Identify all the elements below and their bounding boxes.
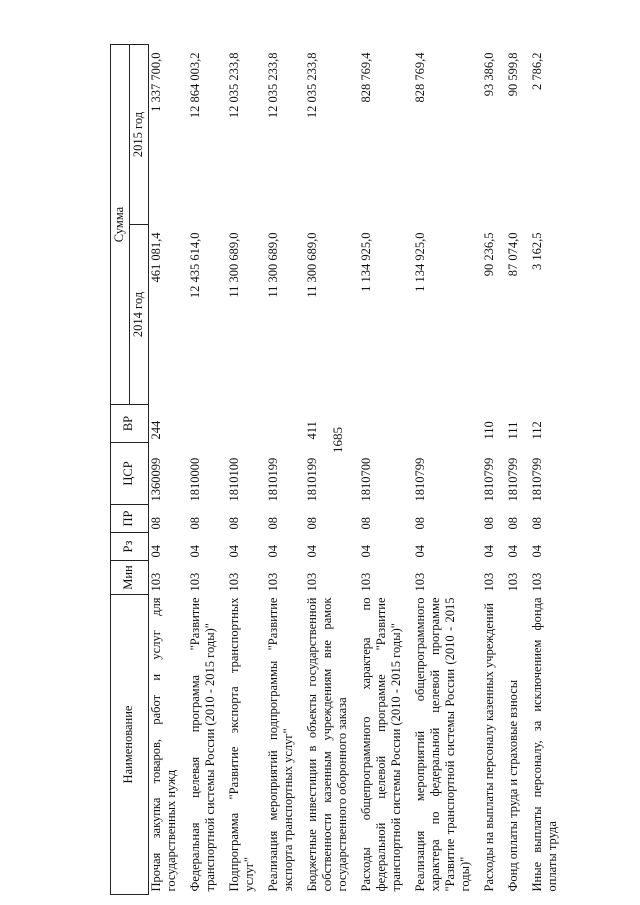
table-row xyxy=(227,45,266,895)
cell-y2015: 12 864 003,2 xyxy=(187,52,202,119)
cell-min: 103 xyxy=(148,572,163,592)
header-rz: Рз xyxy=(111,533,149,561)
cell-y2014: 1 134 925,0 xyxy=(358,232,373,292)
cell-vr xyxy=(227,405,266,443)
cell-rz: 04 xyxy=(148,545,163,558)
cell-rz: 04 xyxy=(505,545,520,558)
cell-min: 103 xyxy=(412,572,427,592)
cell-name: Реализация мероприятий общепрограммного характера по федеральной целевой программе "Развитие транспортной системы России (2010 - 2015 годы)" xyxy=(412,597,472,892)
cell-vr: 111 xyxy=(505,421,520,440)
table-header xyxy=(111,45,149,895)
cell-rz: 04 xyxy=(226,545,241,558)
cell-csr: 1810799 xyxy=(505,457,520,502)
cell-min: 103 xyxy=(481,572,496,592)
table-body xyxy=(148,45,569,895)
table-row xyxy=(188,45,227,895)
cell-min: 103 xyxy=(226,572,241,592)
table-row xyxy=(413,45,482,895)
cell-csr: 1810799 xyxy=(481,457,496,502)
header-2014: 2014 год xyxy=(129,225,148,405)
cell-name: Бюджетные инвестиции в объекты государственной собственности казенным учреждениям вне рамок государственного оборонного заказа xyxy=(304,597,349,892)
cell-name: Расходы общепрограммного характера по федеральной целевой программе "Развитие транспортной системы России (2010 - 2015 годы)" xyxy=(358,597,403,892)
header-csr: ЦСР xyxy=(111,443,149,505)
cell-pr: 08 xyxy=(412,517,427,530)
cell-y2015: 90 599,8 xyxy=(505,52,520,97)
cell-vr: 411 xyxy=(304,421,319,440)
budget-table xyxy=(110,44,569,895)
cell-name: Реализация мероприятий подпрограммы "Развитие экспорта транспортных услуг" xyxy=(265,597,295,892)
cell-name: Подпрограмма "Развитие экспорта транспортных услуг" xyxy=(226,597,256,892)
cell-y2014: 87 074,0 xyxy=(505,232,520,277)
cell-vr: 110 xyxy=(481,421,496,440)
cell-y2014: 90 236,5 xyxy=(481,232,496,277)
cell-y2015: 12 035 233,8 xyxy=(304,52,319,119)
cell-y2014: 1 134 925,0 xyxy=(412,232,427,292)
header-pr: ПР xyxy=(111,505,149,533)
table-row xyxy=(305,45,359,895)
cell-min: 103 xyxy=(304,572,319,592)
cell-vr xyxy=(188,405,227,443)
header-vr: ВР xyxy=(111,405,149,443)
cell-csr: 1810100 xyxy=(226,457,241,502)
header-min: Мин xyxy=(111,561,149,595)
cell-name: Расходы на выплаты персоналу казенных учреждений xyxy=(481,603,496,892)
cell-y2014: 461 081,4 xyxy=(148,232,163,283)
header-name: Наименование xyxy=(111,595,149,895)
cell-pr: 08 xyxy=(529,517,544,530)
cell-pr: 08 xyxy=(505,517,520,530)
cell-csr: 1810700 xyxy=(358,457,373,502)
cell-pr: 08 xyxy=(187,517,202,530)
cell-pr: 08 xyxy=(304,517,319,530)
table-row xyxy=(266,45,305,895)
cell-vr: 112 xyxy=(529,421,544,440)
cell-min: 103 xyxy=(505,572,520,592)
cell-min: 103 xyxy=(187,572,202,592)
cell-vr: 244 xyxy=(148,420,163,440)
cell-pr: 08 xyxy=(358,517,373,530)
cell-y2014: 12 435 614,0 xyxy=(187,232,202,299)
table-row xyxy=(530,45,569,895)
page-number: 1685 xyxy=(330,427,345,453)
cell-rz: 04 xyxy=(358,545,373,558)
cell-rz: 04 xyxy=(481,545,496,558)
cell-y2015: 828 769,4 xyxy=(358,52,373,103)
cell-y2015: 12 035 233,8 xyxy=(265,52,280,119)
cell-y2014: 11 300 689,0 xyxy=(304,232,319,298)
cell-pr: 08 xyxy=(265,517,280,530)
cell-y2014: 3 162,5 xyxy=(529,232,544,270)
cell-vr xyxy=(413,405,482,443)
cell-vr xyxy=(359,405,413,443)
cell-csr: 1810199 xyxy=(304,457,319,502)
cell-name: Прочая закупка товаров, работ и услуг для государственных нужд xyxy=(148,597,178,892)
table-row xyxy=(359,45,413,895)
cell-csr: 1810000 xyxy=(187,457,202,502)
cell-y2014: 11 300 689,0 xyxy=(265,232,280,298)
cell-min: 103 xyxy=(529,572,544,592)
cell-y2015: 1 337 700,0 xyxy=(148,52,163,112)
cell-csr: 1810199 xyxy=(265,457,280,502)
cell-csr: 1810799 xyxy=(529,457,544,502)
header-2015: 2015 год xyxy=(129,45,148,225)
cell-name: Федеральная целевая программа "Развитие транспортной системы России (2010 - 2015 годы)" xyxy=(187,597,217,892)
table-row xyxy=(148,45,188,895)
cell-rz: 04 xyxy=(265,545,280,558)
budget-table-container xyxy=(110,45,590,895)
cell-csr: 1360099 xyxy=(148,457,163,502)
cell-pr: 08 xyxy=(481,517,496,530)
cell-name: Фонд оплаты труда и страховые взносы xyxy=(505,679,520,892)
cell-y2015: 12 035 233,8 xyxy=(226,52,241,119)
cell-y2014: 11 300 689,0 xyxy=(226,232,241,298)
cell-y2015: 828 769,4 xyxy=(412,52,427,103)
cell-y2015: 93 386,0 xyxy=(481,52,496,97)
cell-min: 103 xyxy=(358,572,373,592)
cell-rz: 04 xyxy=(304,545,319,558)
cell-pr: 08 xyxy=(226,517,241,530)
table-row xyxy=(482,45,506,895)
cell-min: 103 xyxy=(265,572,280,592)
header-sum: Сумма xyxy=(111,45,130,405)
cell-rz: 04 xyxy=(412,545,427,558)
cell-pr: 08 xyxy=(148,517,163,530)
table-row xyxy=(506,45,530,895)
cell-rz: 04 xyxy=(187,545,202,558)
cell-vr xyxy=(266,405,305,443)
cell-y2015: 2 786,2 xyxy=(529,52,544,90)
cell-name: Иные выплаты персоналу, за исключением фонда оплаты труда xyxy=(529,597,559,892)
cell-rz: 04 xyxy=(529,545,544,558)
cell-csr: 1810799 xyxy=(412,457,427,502)
